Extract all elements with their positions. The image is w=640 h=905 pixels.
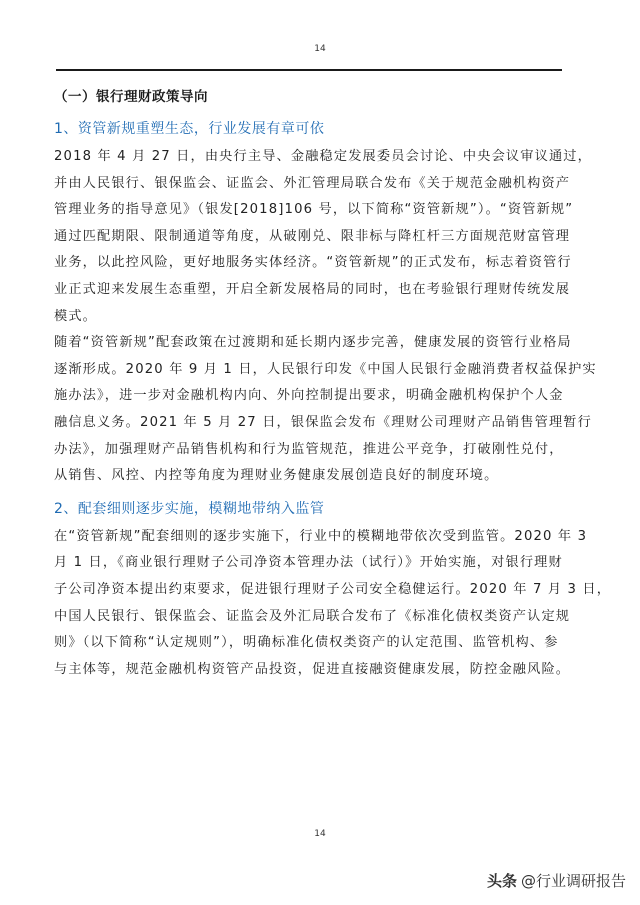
paragraph-2 <box>54 330 597 490</box>
watermark-handle: @行业调研报告 <box>520 872 626 890</box>
text-line: 管理业务的指导意见》（银发[2018]106 号，以下简称“资管新规”）。“资管新规” <box>54 202 574 218</box>
text-line: 模式。 <box>54 308 98 324</box>
text-line: 月 1 日，《商业银行理财子公司净资本管理办法（试行）》开始实施，对银行理财 <box>54 555 563 571</box>
text-line: 通过匹配期限、限制通道等角度，从破刚兑、限非标与降杠杆三方面规范财富管理 <box>54 228 571 244</box>
text-line: 办法》，加强理财产品销售机构和行为监管规范，推进公平竞争，打破刚性兑付， <box>54 441 564 457</box>
watermark <box>487 870 626 891</box>
text-line: 2018 年 4 月 27 日，由央行主导、金融稳定发展委员会讨论、中央会议审议通过， <box>54 149 592 164</box>
text-line: 并由人民银行、银保监会、证监会、外汇管理局联合发布《关于规范金融机构资产 <box>54 175 571 191</box>
page-number-top: 14 <box>314 44 326 54</box>
header-rule <box>56 69 562 71</box>
text-line: 业正式迎来发展生态重塑，开启全新发展格局的同时，也在考验银行理财传统发展 <box>54 281 571 297</box>
text-line: 中国人民银行、银保监会、证监会及外汇局联合发布了《标准化债权类资产认定规 <box>54 608 571 624</box>
text-line: 施办法》，进一步对金融机构内向、外向控制提出要求，明确金融机构保护个人金 <box>54 388 564 404</box>
text-line: 在“资管新规”配套细则的逐步实施下，行业中的模糊地带依次受到监管。2020 年 3 <box>54 528 588 544</box>
page-number-bottom: 14 <box>314 829 326 839</box>
text-line: 逐渐形成。2020 年 9 月 1 日，人民银行印发《中国人民银行金融消费者权益保护实 <box>54 361 597 377</box>
text-line: 随着“资管新规”配套政策在过渡期和延长期内逐步完善，健康发展的资管行业格局 <box>54 335 572 351</box>
text-line: 融信息义务。2021 年 5 月 27 日，银保监会发布《理财公司理财产品销售管理暂行 <box>54 414 592 430</box>
watermark-brand: 头条 <box>486 872 517 890</box>
text-line: 业务，以此控风险，更好地服务实体经济。“资管新规”的正式发布，标志着资管行 <box>54 255 572 271</box>
text-line: 则》（以下简称“认定规则”），明确标准化债权类资产的认定范围、监管机构、参 <box>54 635 559 651</box>
subsection-heading-1: 1、资管新规重塑生态，行业发展有章可依 <box>54 121 325 137</box>
document-body <box>54 84 612 683</box>
paragraph-3 <box>54 524 612 684</box>
subsection-heading-2: 2、配套细则逐步实施，模糊地带纳入监管 <box>54 500 325 517</box>
text-line: 子公司净资本提出约束要求，促进银行理财子公司安全稳健运行。2020 年 7 月 3 日， <box>54 581 612 597</box>
text-line: 与主体等，规范金融机构资管产品投资，促进直接融资健康发展，防控金融风险。 <box>54 661 571 677</box>
paragraph-1 <box>54 144 592 330</box>
text-line: 从销售、风控、内控等角度为理财业务健康发展创造良好的制度环境。 <box>54 468 499 484</box>
section-heading: （一）银行理财政策导向 <box>54 89 208 105</box>
